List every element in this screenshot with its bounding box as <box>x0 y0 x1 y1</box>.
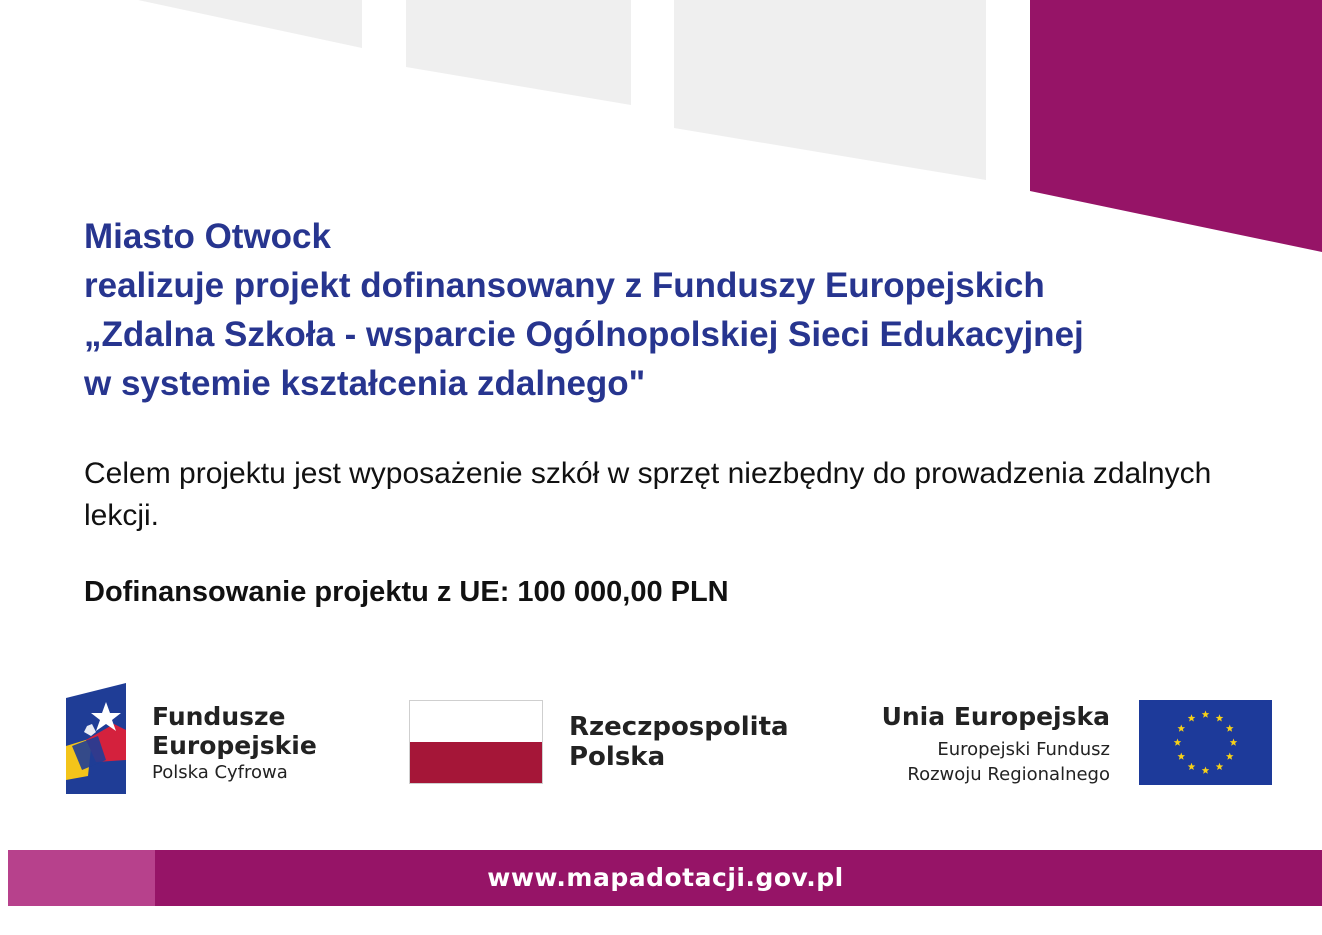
fe-logo-subtitle: Polska Cyfrowa <box>152 762 288 783</box>
organization-name: Miasto Otwock <box>84 217 331 256</box>
project-description: Celem projektu jest wyposażenie szkół w sprzęt niezbędny do prowadzenia zdalnych lekcji. <box>84 457 1212 532</box>
ue-logo-subtitle: Europejski Fundusz Rozwoju Regionalnego <box>907 739 1110 785</box>
headline-block <box>84 212 1264 408</box>
fundusze-europejskie-logo-icon <box>62 680 134 798</box>
rp-logo-title: Rzeczpospolita Polska <box>569 712 789 772</box>
eu-flag-icon <box>1139 700 1272 785</box>
headline-line-2: realizuje projekt dofinansowany z Funduszy Europejskich <box>84 266 1045 305</box>
headline-line-4: w systemie kształcenia zdalnego" <box>84 364 646 403</box>
footer-bar <box>8 850 1322 906</box>
headline-line-3: „Zdalna Szkoła - wsparcie Ogólnopolskiej Sieci Edukacyjnej <box>84 315 1084 354</box>
polish-flag-icon <box>409 700 543 784</box>
deco-gray-panel-1 <box>138 0 362 48</box>
funding-amount: Dofinansowanie projektu z UE: 100 000,00 PLN <box>84 576 729 608</box>
deco-gray-panel-3 <box>674 0 986 180</box>
fe-logo-title: Fundusze Europejskie <box>152 702 317 760</box>
footer-url-link[interactable]: www.mapadotacji.gov.pl <box>487 863 844 892</box>
ue-logo-title: Unia Europejska <box>881 702 1110 731</box>
deco-gray-panel-2 <box>406 0 631 105</box>
